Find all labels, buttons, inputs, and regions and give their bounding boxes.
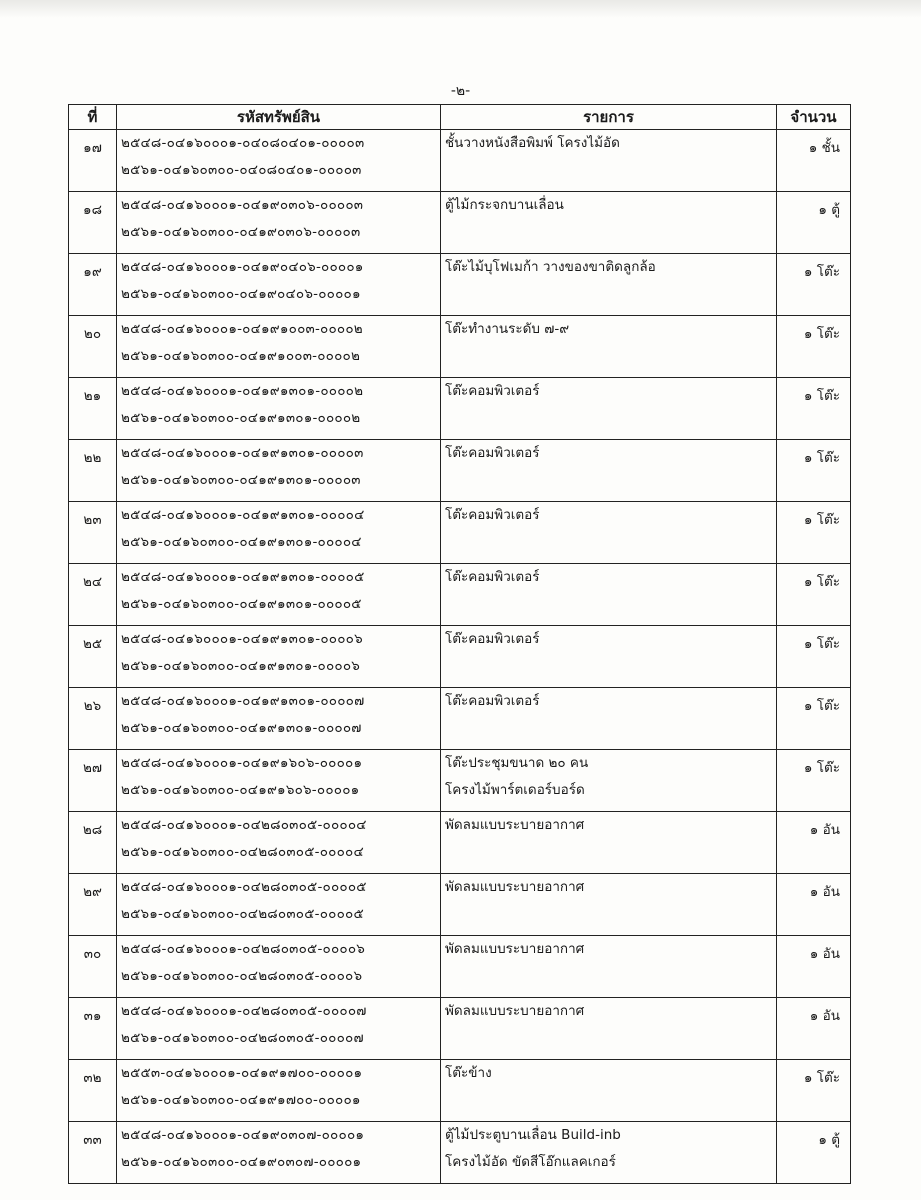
asset-code-old: ๒๕๔๘-๐๔๑๖๐๐๐๑-๐๔๑๙๐๓๐๖-๐๐๐๐๓ xyxy=(121,197,364,213)
asset-code-new: ๒๕๖๑-๐๔๑๖๐๓๐๐-๐๔๑๙๑๓๐๑-๐๐๐๐๗ xyxy=(121,720,362,736)
table-row xyxy=(69,502,851,564)
header-desc: รายการ xyxy=(441,105,777,130)
header-code: รหัสทรัพย์สิน xyxy=(117,105,441,130)
scan-top-shadow xyxy=(0,0,921,18)
item-quantity: ๑ อัน xyxy=(777,998,851,1060)
item-description-cell xyxy=(441,440,777,502)
asset-code-cell xyxy=(117,688,441,750)
item-quantity: ๑ อัน xyxy=(777,812,851,874)
asset-code-new: ๒๕๖๑-๐๔๑๖๐๓๐๐-๐๔๒๘๐๓๐๕-๐๐๐๐๗ xyxy=(121,1030,364,1046)
item-description-cell xyxy=(441,688,777,750)
item-description: โต๊ะข้าง xyxy=(445,1065,492,1081)
table-body xyxy=(69,130,851,1184)
asset-code-new: ๒๕๖๑-๐๔๑๖๐๓๐๐-๐๔๐๘๐๔๐๑-๐๐๐๐๓ xyxy=(121,162,362,178)
asset-code-old: ๒๕๔๘-๐๔๑๖๐๐๐๑-๐๔๑๙๑๓๐๑-๐๐๐๐๗ xyxy=(121,693,365,709)
asset-code-new: ๒๕๖๑-๐๔๑๖๐๓๐๐-๐๔๑๙๐๓๐๗-๐๐๐๐๑ xyxy=(121,1154,362,1170)
item-quantity: ๑ โต๊ะ xyxy=(777,626,851,688)
asset-code-new: ๒๕๖๑-๐๔๑๖๐๓๐๐-๐๔๑๙๑๓๐๑-๐๐๐๐๖ xyxy=(121,658,361,674)
item-description: โต๊ะคอมพิวเตอร์ xyxy=(445,383,540,399)
row-number: ๒๓ xyxy=(69,502,117,564)
header-qty: จำนวน xyxy=(777,105,851,130)
item-description-cell xyxy=(441,378,777,440)
table-row xyxy=(69,192,851,254)
table-row xyxy=(69,626,851,688)
asset-code-old: ๒๕๔๘-๐๔๑๖๐๐๐๑-๐๔๒๘๐๓๐๕-๐๐๐๐๗ xyxy=(121,1003,367,1019)
item-quantity: ๑ โต๊ะ xyxy=(777,440,851,502)
asset-code-new: ๒๕๖๑-๐๔๑๖๐๓๐๐-๐๔๑๙๑๓๐๑-๐๐๐๐๕ xyxy=(121,596,362,612)
asset-code-new: ๒๕๖๑-๐๔๑๖๐๓๐๐-๐๔๑๙๑๐๐๓-๐๐๐๐๒ xyxy=(121,348,361,364)
item-description-cell xyxy=(441,812,777,874)
row-number: ๒๑ xyxy=(69,378,117,440)
item-description: ตู้ไม้กระจกบานเลื่อน xyxy=(445,197,564,213)
asset-code-cell xyxy=(117,1122,441,1184)
item-description-cell xyxy=(441,254,777,316)
asset-code-new: ๒๕๖๑-๐๔๑๖๐๓๐๐-๐๔๒๘๐๓๐๕-๐๐๐๐๔ xyxy=(121,844,364,860)
item-quantity: ๑ โต๊ะ xyxy=(777,1060,851,1122)
asset-code-cell xyxy=(117,130,441,192)
row-number: ๑๘ xyxy=(69,192,117,254)
item-quantity: ๑ ตู้ xyxy=(777,1122,851,1184)
table-row xyxy=(69,440,851,502)
item-description-cell xyxy=(441,192,777,254)
asset-code-cell xyxy=(117,440,441,502)
item-quantity: ๑ โต๊ะ xyxy=(777,750,851,812)
table-row xyxy=(69,812,851,874)
row-number: ๒๖ xyxy=(69,688,117,750)
asset-code-cell xyxy=(117,564,441,626)
item-description-cell xyxy=(441,564,777,626)
table-row xyxy=(69,254,851,316)
row-number: ๓๑ xyxy=(69,998,117,1060)
table-row xyxy=(69,1122,851,1184)
asset-code-old: ๒๕๔๘-๐๔๑๖๐๐๐๑-๐๔๑๙๐๔๐๖-๐๐๐๐๑ xyxy=(121,259,364,275)
item-description: โต๊ะคอมพิวเตอร์ xyxy=(445,631,540,647)
header-row xyxy=(69,105,851,130)
item-description-cell xyxy=(441,316,777,378)
table-row xyxy=(69,130,851,192)
asset-code-cell xyxy=(117,502,441,564)
item-description-cell xyxy=(441,1060,777,1122)
table-row xyxy=(69,316,851,378)
item-description: พัดลมแบบระบายอากาศ xyxy=(445,1003,585,1019)
asset-table xyxy=(68,104,851,1184)
asset-code-old: ๒๕๔๘-๐๔๑๖๐๐๐๑-๐๔๒๘๐๓๐๕-๐๐๐๐๕ xyxy=(121,879,367,895)
table-row xyxy=(69,378,851,440)
row-number: ๒๔ xyxy=(69,564,117,626)
item-description: ตู้ไม้ประตูบานเลื่อน Build-inb xyxy=(445,1127,621,1143)
item-description-line2: โครงไม้อัด ขัดสีโอ๊กแลคเกอร์ xyxy=(445,1154,616,1170)
asset-code-new: ๒๕๖๑-๐๔๑๖๐๓๐๐-๐๔๑๙๑๓๐๑-๐๐๐๐๒ xyxy=(121,410,361,426)
item-quantity: ๑ อัน xyxy=(777,874,851,936)
asset-code-cell xyxy=(117,316,441,378)
item-description: พัดลมแบบระบายอากาศ xyxy=(445,941,585,957)
row-number: ๒๗ xyxy=(69,750,117,812)
asset-code-cell xyxy=(117,254,441,316)
table-row xyxy=(69,688,851,750)
item-description-cell xyxy=(441,998,777,1060)
asset-code-new: ๒๕๖๑-๐๔๑๖๐๓๐๐-๐๔๒๘๐๓๐๕-๐๐๐๐๕ xyxy=(121,906,364,922)
row-number: ๒๙ xyxy=(69,874,117,936)
row-number: ๒๒ xyxy=(69,440,117,502)
table-row xyxy=(69,936,851,998)
asset-code-new: ๒๕๖๑-๐๔๑๖๐๓๐๐-๐๔๑๙๑๗๐๐-๐๐๐๐๑ xyxy=(121,1092,361,1108)
table-row xyxy=(69,874,851,936)
item-quantity: ๑ โต๊ะ xyxy=(777,564,851,626)
item-description-line2: โครงไม้พาร์ตเดอร์บอร์ด xyxy=(445,782,585,798)
item-description: โต๊ะคอมพิวเตอร์ xyxy=(445,445,540,461)
item-description-cell xyxy=(441,130,777,192)
item-description-cell xyxy=(441,936,777,998)
asset-code-new: ๒๕๖๑-๐๔๑๖๐๓๐๐-๐๔๑๙๑๖๐๖-๐๐๐๐๑ xyxy=(121,782,360,798)
table-row xyxy=(69,564,851,626)
asset-code-old: ๒๕๔๘-๐๔๑๖๐๐๐๑-๐๔๑๙๑๓๐๑-๐๐๐๐๕ xyxy=(121,569,365,585)
item-quantity: ๑ โต๊ะ xyxy=(777,316,851,378)
asset-code-old: ๒๕๕๓-๐๔๑๖๐๐๐๑-๐๔๑๙๑๗๐๐-๐๐๐๐๑ xyxy=(121,1065,363,1081)
asset-code-old: ๒๕๔๘-๐๔๑๖๐๐๐๑-๐๔๑๙๑๓๐๑-๐๐๐๐๓ xyxy=(121,445,364,461)
asset-code-old: ๒๕๔๘-๐๔๑๖๐๐๐๑-๐๔๑๙๑๓๐๑-๐๐๐๐๔ xyxy=(121,507,365,523)
asset-code-cell xyxy=(117,1060,441,1122)
page-number: -๒- xyxy=(450,83,471,99)
asset-code-old: ๒๕๔๘-๐๔๑๖๐๐๐๑-๐๔๑๙๑๖๐๖-๐๐๐๐๑ xyxy=(121,755,363,771)
asset-code-new: ๒๕๖๑-๐๔๑๖๐๓๐๐-๐๔๒๘๐๓๐๕-๐๐๐๐๖ xyxy=(121,968,363,984)
item-quantity: ๑ อัน xyxy=(777,936,851,998)
table-row xyxy=(69,750,851,812)
item-description: ชั้นวางหนังสือพิมพ์ โครงไม้อัด xyxy=(445,135,620,151)
asset-code-new: ๒๕๖๑-๐๔๑๖๐๓๐๐-๐๔๑๙๑๓๐๑-๐๐๐๐๓ xyxy=(121,472,361,488)
item-quantity: ๑ ตู้ xyxy=(777,192,851,254)
row-number: ๒๐ xyxy=(69,316,117,378)
asset-code-cell xyxy=(117,626,441,688)
asset-code-old: ๒๕๔๘-๐๔๑๖๐๐๐๑-๐๔๒๘๐๓๐๕-๐๐๐๐๖ xyxy=(121,941,366,957)
item-quantity: ๑ โต๊ะ xyxy=(777,502,851,564)
item-description: พัดลมแบบระบายอากาศ xyxy=(445,817,585,833)
item-description: โต๊ะคอมพิวเตอร์ xyxy=(445,693,540,709)
row-number: ๒๕ xyxy=(69,626,117,688)
row-number: ๓๐ xyxy=(69,936,117,998)
item-description: โต๊ะคอมพิวเตอร์ xyxy=(445,507,540,523)
row-number: ๒๘ xyxy=(69,812,117,874)
row-number: ๓๒ xyxy=(69,1060,117,1122)
asset-code-cell xyxy=(117,378,441,440)
item-description-cell xyxy=(441,750,777,812)
asset-code-new: ๒๕๖๑-๐๔๑๖๐๓๐๐-๐๔๑๙๐๔๐๖-๐๐๐๐๑ xyxy=(121,286,361,302)
item-description-cell xyxy=(441,502,777,564)
asset-code-old: ๒๕๔๘-๐๔๑๖๐๐๐๑-๐๔๑๙๑๓๐๑-๐๐๐๐๖ xyxy=(121,631,363,647)
item-description: พัดลมแบบระบายอากาศ xyxy=(445,879,585,895)
item-quantity: ๑ โต๊ะ xyxy=(777,378,851,440)
asset-code-cell xyxy=(117,874,441,936)
item-quantity: ๑ ชั้น xyxy=(777,130,851,192)
asset-code-cell xyxy=(117,936,441,998)
table-row xyxy=(69,998,851,1060)
item-description-cell xyxy=(441,626,777,688)
asset-code-old: ๒๕๔๘-๐๔๑๖๐๐๐๑-๐๔๑๙๑๓๐๑-๐๐๐๐๒ xyxy=(121,383,364,399)
asset-code-cell xyxy=(117,998,441,1060)
item-description: โต๊ะคอมพิวเตอร์ xyxy=(445,569,540,585)
asset-code-cell xyxy=(117,750,441,812)
asset-code-old: ๒๕๔๘-๐๔๑๖๐๐๐๑-๐๔๑๙๑๐๐๓-๐๐๐๐๒ xyxy=(121,321,363,337)
asset-code-new: ๒๕๖๑-๐๔๑๖๐๓๐๐-๐๔๑๙๑๓๐๑-๐๐๐๐๔ xyxy=(121,534,362,550)
header-no: ที่ xyxy=(69,105,117,130)
item-description: โต๊ะประชุมขนาด ๒๐ คน xyxy=(445,755,589,771)
row-number: ๑๗ xyxy=(69,130,117,192)
table-row xyxy=(69,1060,851,1122)
item-description-cell xyxy=(441,874,777,936)
asset-code-old: ๒๕๔๘-๐๔๑๖๐๐๐๑-๐๔๑๙๐๓๐๗-๐๐๐๐๑ xyxy=(121,1127,365,1143)
asset-code-old: ๒๕๔๘-๐๔๑๖๐๐๐๑-๐๔๐๘๐๔๐๑-๐๐๐๐๓ xyxy=(121,135,365,151)
item-description: โต๊ะไม้บุโฟเมก้า วางของขาติดลูกล้อ xyxy=(445,259,656,275)
row-number: ๓๓ xyxy=(69,1122,117,1184)
item-description: โต๊ะทำงานระดับ ๗-๙ xyxy=(445,321,570,337)
row-number: ๑๙ xyxy=(69,254,117,316)
item-quantity: ๑ โต๊ะ xyxy=(777,688,851,750)
asset-code-new: ๒๕๖๑-๐๔๑๖๐๓๐๐-๐๔๑๙๐๓๐๖-๐๐๐๐๓ xyxy=(121,224,361,240)
item-description-cell xyxy=(441,1122,777,1184)
asset-code-old: ๒๕๔๘-๐๔๑๖๐๐๐๑-๐๔๒๘๐๓๐๕-๐๐๐๐๔ xyxy=(121,817,367,833)
asset-code-cell xyxy=(117,192,441,254)
asset-code-cell xyxy=(117,812,441,874)
item-quantity: ๑ โต๊ะ xyxy=(777,254,851,316)
